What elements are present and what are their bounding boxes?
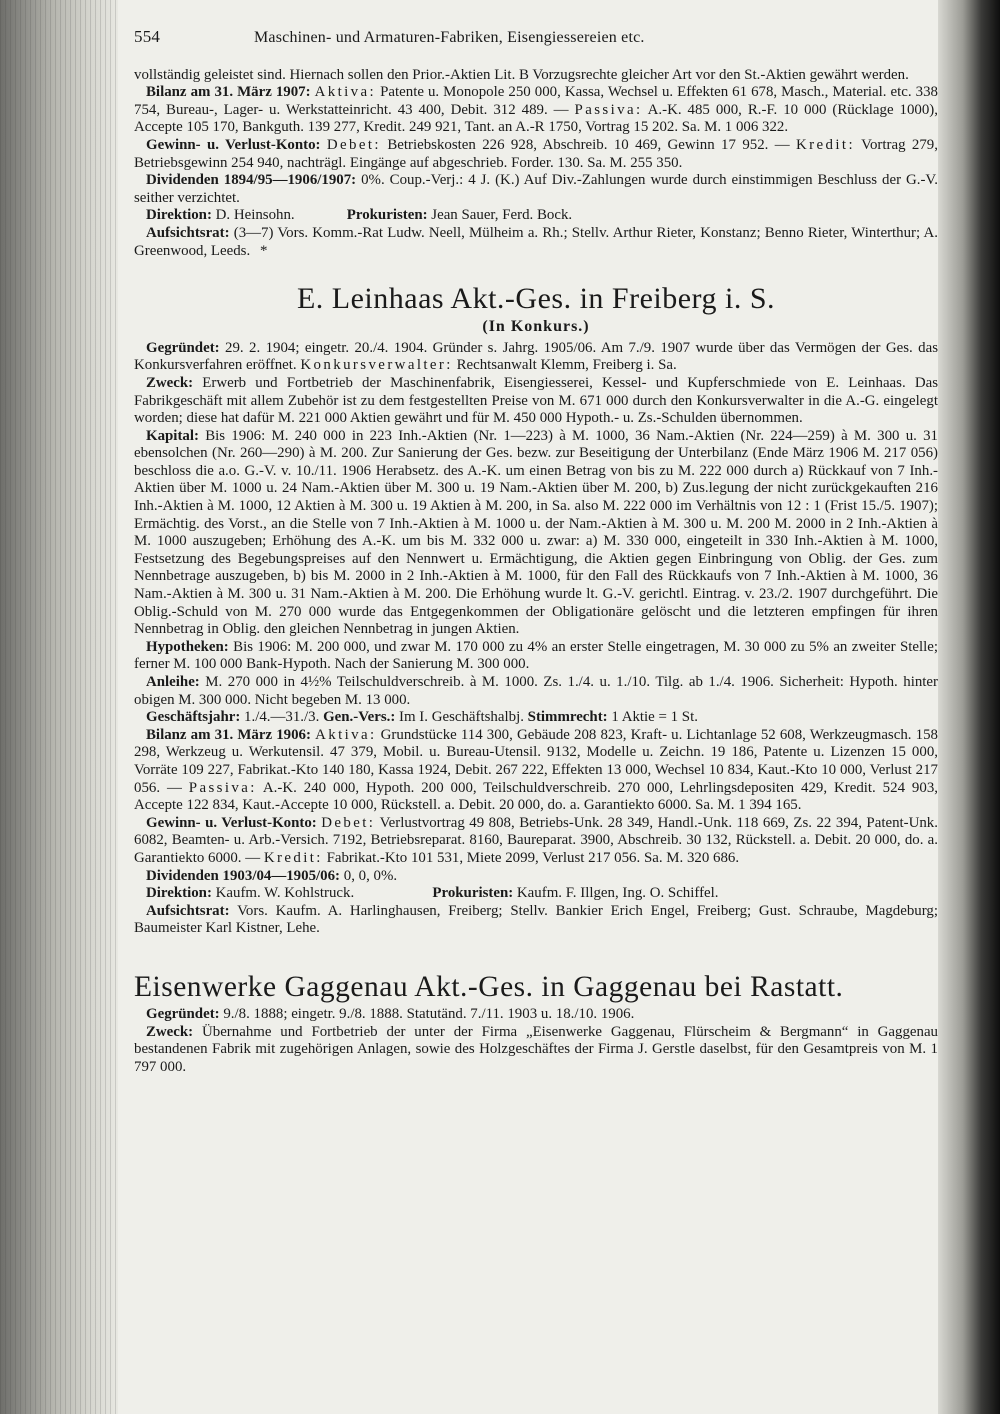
leinhaas-kapital: Kapital: Bis 1906: M. 240 000 in 223 Inh.-Aktien (Nr. 1—223) à M. 1000, 36 Nam.-Aktien (Nr. 224—259) à M. 300 u. 31 ebensolchen (Nr. 260—290) à M. 200. Zur Sanierung der Ges. bezw. zur Beseitigung der Unterbilanz (Ende März 1906 M. 217 056) beschloss die a.o. G.-V. v. 10./11. 1906 Herabsetz. des A.-K. um einen Betrag von bis zu M. 222 000 durch a) Rückkauf von 7 Inh.-Aktien über M. 1000 u. 24 Nam.-Aktien über M. 300 u. 19 Nam.-Aktien über M. 200, b) Zus.legung der nicht zurückgekauften 216 Inh.-Aktien à M. 1000, 12 Aktien à M. 300 u. 19 Aktien à M. 200, in Sa. also M. 222 000 im Verhältnis von 12 : 1 (Frist 15./5. 1907); Ermächtig. des Vorst., an die Stelle von 7 Inh.-Aktien à M. 1000 u. der Nam.-Aktien à M. 300 u. M. 200 M. 2000 in 2 Inh.-Aktien à M. 1000 auszugeben; Erhöhung des A.-K. um bis M. 332 000 u. zwar: a) M. 330 000, eingeteilt in 330 Inh.-Aktien à M. 1000, Festsetzung des Begebungspreises auf den Nennwert u. Ermächtigung, die Aktien gegen Einbringung von Oblig. der Ges. zum Nennbetrage auszugeben, b) bis M. 2000 in 2 Inh.-Aktien à M. 1000, für den Fall des Rückkaufs von 7 Inh.-Aktien à M. 1000, 36 Nam.-Aktien à M. 300 u. 31 Nam.-Aktien à M. 200. Die Erhöhung wurde lt. G.-V. gerichtl. Eintrag. v. 23./2. 1907 durchgeführt. Die Oblig.-Schuld von M. 270 000 wurde das Entgegenkommen der Obligationäre gelöscht und die letzteren empfingen für ihren Nennbetrag in Oblig. den gleichen Nennbetrag in jungen Aktien.: [134, 427, 938, 638]
leinhaas-dividenden: Dividenden 1903/04—1905/06: 0, 0, 0%.: [146, 867, 398, 884]
company-subtitle-konkurs: (In Konkurs.): [482, 318, 590, 336]
gaggenau-zweck: Zweck: Übernahme und Fortbetrieb der unter der Firma „Eisenwerke Gaggenau, Flürscheim & Bergmann“ in Gaggenau bestandenen Fabrik mit zugehörigen Anlagen, sowie des Holzgeschäftes der Firma J. Gerstle daselbst, für den Gesamtpreis von M. 1 797 000.: [134, 1023, 938, 1075]
leinhaas-zweck: Zweck: Erwerb und Fortbetrieb der Maschinenfabrik, Eisengiesserei, Kessel- und Kupferschmiede von E. Leinhaas. Das Fabrikgeschäft mit allem Zubehör ist zu dem festgestellten Preise von M. 671 000 durch den Konkursverwalter in die A.-G. eingelegt worden; diese hat dafür M. 221 000 Aktien gewährt und für M. 450 000 Hypoth.- u. Zs.-Schulden übernommen.: [134, 374, 938, 427]
leinhaas-hypotheken: Hypotheken: Bis 1906: M. 200 000, und zwar M. 170 000 zu 4% an erster Stelle eingetragen, M. 30 000 zu 5% an zweiter Stelle; ferner M. 100 000 Bank-Hypoth. Nach der Sanierung M. 300 000.: [134, 638, 938, 673]
leinhaas-geschaeftsjahr: Geschäftsjahr: 1./4.—31./3. Gen.-Vers.: Im I. Geschäftshalbj. Stimmrecht: 1 Aktie = 1 St.: [146, 709, 698, 726]
prev-direktion: Direktion: D. Heinsohn. Prokuristen: Jean Sauer, Ferd. Bock.: [146, 207, 573, 224]
prev-bilanz: Bilanz am 31. März 1907: Aktiva: Patente u. Monopole 250 000, Kassa, Wechsel u. Effekten 61 678, Masch., Material. etc. 338 754, Bureau-, Lager- u. Werkstatteinricht. 43 400, Debit. 312 489. — Passiva: A.-K. 485 000, R.-F. 10 000 (Rücklage 1000), Accepte 105 170, Bankguth. 139 277, Kredit. 249 921, Tant. an A.-R 1750, Vortrag 15 202. Sa. M. 1 006 322.: [134, 84, 938, 136]
prev-intro: vollständig geleistet sind. Hiernach sollen den Prior.-Aktien Lit. B Vorzugsrechte gleicher Art vor den St.-Aktien gewährt werden.: [134, 66, 909, 83]
document-page: [134, 28, 938, 1076]
gaggenau-gegruendet: Gegründet: 9./8. 1888; eingetr. 9./8. 1888. Statutänd. 7./11. 1903 u. 18./10. 1906.: [146, 1005, 635, 1022]
leinhaas-guv: Gewinn- u. Verlust-Konto: Debet: Verlustvortrag 49 808, Betriebs-Unk. 28 349, Handl.-Unk. 118 669, Zs. 22 394, Patent-Unk. 6082, Beamten- u. Arb.-Versich. 7192, Betriebsreparat. 8160, Baureparat. 3900, Abschreib. 30 132, Rückstell. a. Debit. 20 000, do. a. Garantiekto 6000. — Kredit: Fabrikat.-Kto 101 531, Miete 2099, Verlust 217 056. Sa. M. 320 686.: [134, 814, 938, 866]
leinhaas-anleihe: Anleihe: M. 270 000 in 4½% Teilschuldverschreib. à M. 1000. Zs. 1./4. u. 1./10. Tilg. ab 1./4. 1906. Sicherheit: Hypoth. hinter obigen M. 300 000. Nicht begeben M. 13 000.: [134, 674, 939, 708]
leinhaas-gegruendet: Gegründet: 29. 2. 1904; eingetr. 20./4. 1904. Gründer s. Jahrg. 1905/06. Am 7./9. 1907 wurde über das Vermögen der Ges. das Konkursverfahren eröffnet. Konkursverwalter: Rechtsanwalt Klemm, Freiberg i. Sa.: [134, 339, 938, 374]
company-title-leinhaas: E. Leinhaas Akt.-Ges. in Freiberg i. S.: [296, 282, 776, 316]
page-right-edge: [938, 0, 1000, 1414]
leinhaas-aufsichtsrat: Aufsichtsrat: Vors. Kaufm. A. Harlinghausen, Freiberg; Stellv. Bankier Erich Engel, Freiberg; Gust. Schraube, Magdeburg; Baumeister Karl Kistner, Lehe.: [134, 902, 938, 937]
page-number: 554: [134, 27, 161, 46]
header-title: Maschinen- und Armaturen-Fabriken, Eisengiessereien etc.: [254, 29, 645, 46]
book-spine-lines: [0, 0, 118, 1414]
leinhaas-direktion: Direktion: Kaufm. W. Kohlstruck. Prokuristen: Kaufm. F. Illgen, Ing. O. Schiffel.: [146, 885, 719, 902]
prev-dividenden: Dividenden 1894/95—1906/1907: 0%. Coup.-Verj.: 4 J. (K.) Auf Div.-Zahlungen wurde durch einstimmigen Beschluss der G.-V. seither verzichtet.: [134, 172, 938, 206]
company-title-gaggenau: Eisenwerke Gaggenau Akt.-Ges. in Gaggenau bei Rastatt.: [134, 970, 844, 1003]
leinhaas-bilanz: Bilanz am 31. März 1906: Aktiva: Grundstücke 114 300, Gebäude 208 823, Kraft- u. Lichtanlage 52 608, Werkzeugmasch. 158 298, Werkzeug u. Werkutensil. 47 379, Mobil. u. Bureau-Utensil. 9132, Modelle u. Zeichn. 19 186, Patente u. Lizenzen 15 000, Vorräte 109 227, Fabrikat.-Kto 140 180, Kassa 1924, Debit. 267 222, Effekten 13 000, Wechsel 10 834, Kaut.-Kto 10 000, Verlust 217 056. — Passiva: A.-K. 240 000, Hypoth. 200 000, Teilschuldverschreib. 270 000, Lehrlingsdepositen 429, Kredit. 524 903, Accepte 122 834, Kaut.-Accepte 10 000, Rückstell. a. Debit. 20 000, do. a. Garantiekto 6000. Sa. M. 1 394 165.: [134, 726, 938, 814]
prev-aufsichtsrat: Aufsichtsrat: (3—7) Vors. Komm.-Rat Ludw. Neell, Mülheim a. Rh.; Stellv. Arthur Rieter, Konstanz; Benno Rieter, Winterthur; A. Greenwood, Leeds. *: [134, 224, 938, 259]
footnote-star: *: [259, 242, 268, 259]
running-header: [134, 28, 938, 47]
prev-guv: Gewinn- u. Verlust-Konto: Debet: Betriebskosten 226 928, Abschreib. 10 469, Gewinn 17 952. — Kredit: Vortrag 279, Betriebsgewinn 254 940, nachträgl. Eingänge auf abgeschrieb. Forder. 130. Sa. M. 255 350.: [134, 136, 938, 171]
